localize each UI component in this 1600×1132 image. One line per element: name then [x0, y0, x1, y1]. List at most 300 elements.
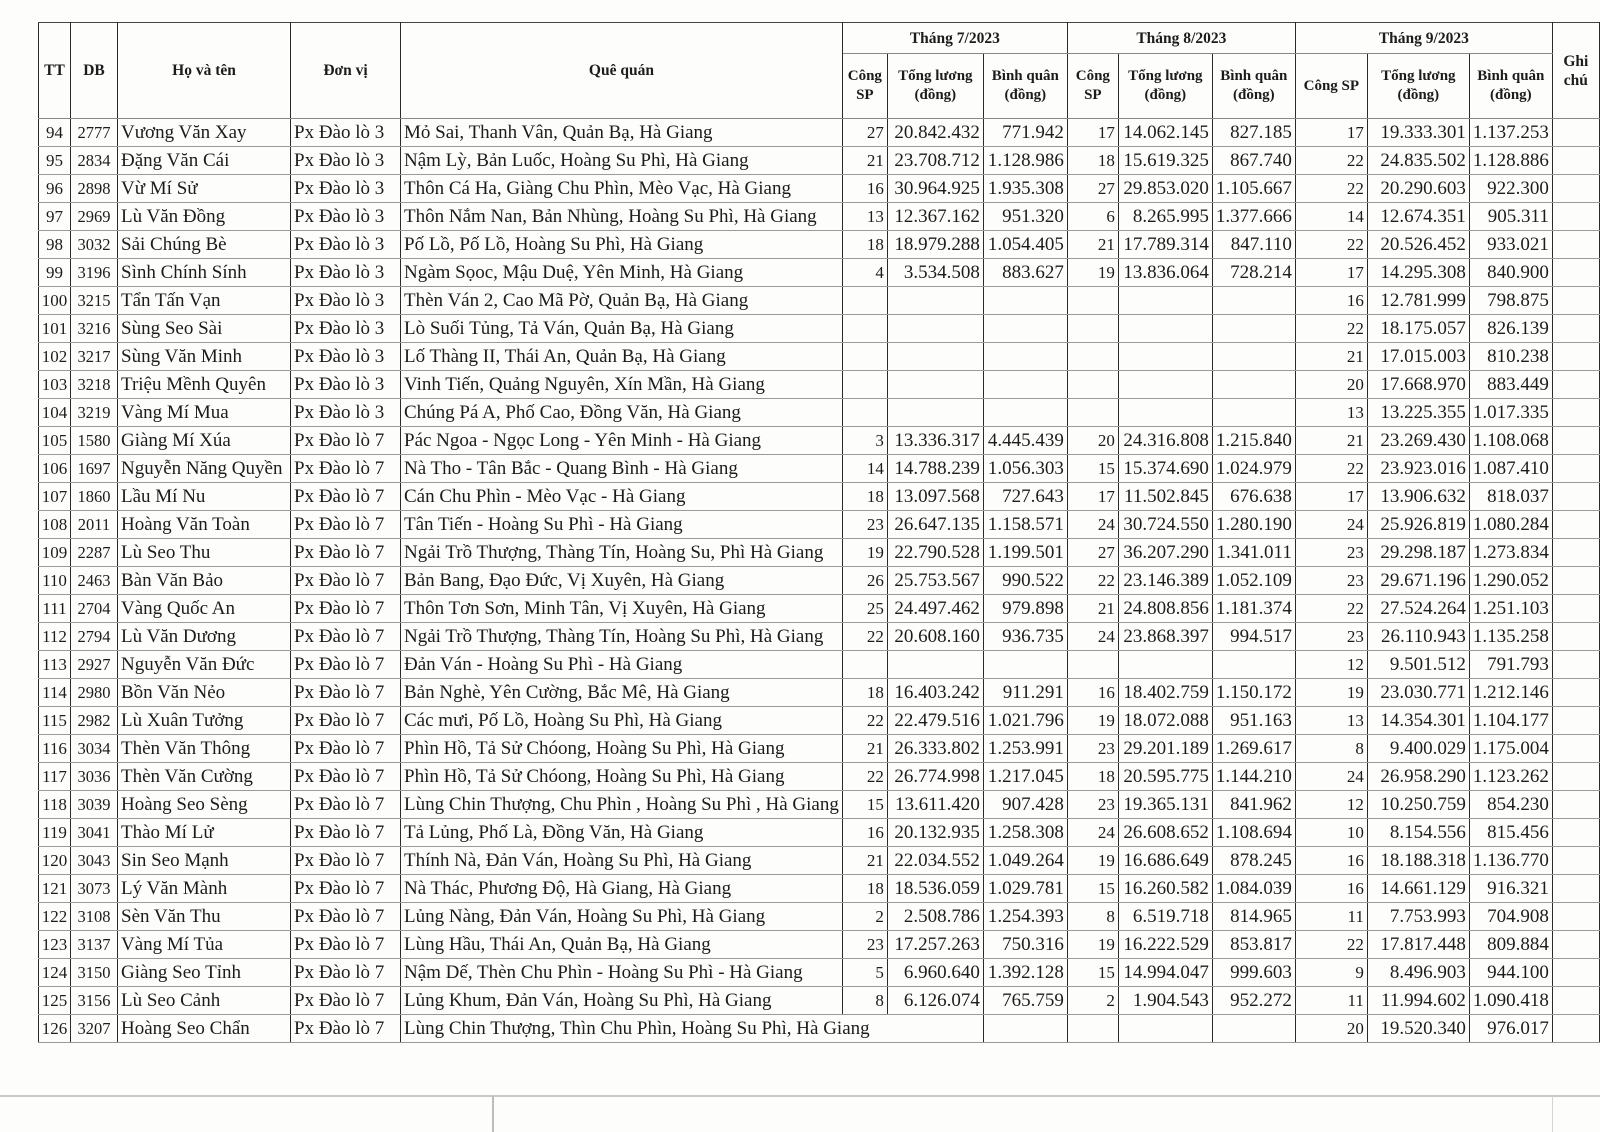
- cell-db: 3156: [71, 987, 118, 1015]
- cell-m8-binh-quan: 999.603: [1212, 959, 1295, 987]
- cell-db: 2980: [71, 679, 118, 707]
- cell-tt: 110: [39, 567, 71, 595]
- cell-m7-tong-luong: 22.790.528: [887, 539, 983, 567]
- cell-m9-binh-quan: 922.300: [1469, 175, 1552, 203]
- cell-note: [1552, 231, 1599, 259]
- cell-m9-cong-sp: 22: [1295, 175, 1367, 203]
- cell-m7-binh-quan: 911.291: [983, 679, 1067, 707]
- cell-hometown: Các mưi, Pố Lồ, Hoàng Su Phì, Hà Giang: [401, 707, 843, 735]
- cell-note: [1552, 259, 1599, 287]
- cell-m8-cong-sp: 16: [1067, 679, 1118, 707]
- table-row: [39, 427, 1600, 455]
- cell-m7-binh-quan: 979.898: [983, 595, 1067, 623]
- table-header: [39, 23, 1600, 119]
- cell-m7-tong-luong: 16.403.242: [887, 679, 983, 707]
- cell-unit: Px Đào lò 7: [291, 819, 401, 847]
- cell-name: Lù Seo Cảnh: [118, 987, 291, 1015]
- cell-note: [1552, 847, 1599, 875]
- cell-tt: 95: [39, 147, 71, 175]
- cell-m9-cong-sp: 23: [1295, 567, 1367, 595]
- cell-m7-binh-quan: 750.316: [983, 931, 1067, 959]
- cell-tt: 101: [39, 315, 71, 343]
- cell-db: 3150: [71, 959, 118, 987]
- cell-m9-tong-luong: 23.269.430: [1367, 427, 1469, 455]
- table-row: [39, 231, 1600, 259]
- cell-tt: 114: [39, 679, 71, 707]
- cell-m7-binh-quan: 990.522: [983, 567, 1067, 595]
- cell-note: [1552, 483, 1599, 511]
- cell-note: [1552, 427, 1599, 455]
- table-row: [39, 679, 1600, 707]
- cell-db: 3217: [71, 343, 118, 371]
- cell-m9-binh-quan: 1.128.886: [1469, 147, 1552, 175]
- cell-unit: Px Đào lò 7: [291, 679, 401, 707]
- cell-m9-binh-quan: 704.908: [1469, 903, 1552, 931]
- cell-name: Triệu Mềnh Quyên: [118, 371, 291, 399]
- table-row: [39, 707, 1600, 735]
- cell-m7-binh-quan: 883.627: [983, 259, 1067, 287]
- cell-tt: 123: [39, 931, 71, 959]
- cell-tt: 102: [39, 343, 71, 371]
- cell-tt: 104: [39, 399, 71, 427]
- cell-m9-cong-sp: 24: [1295, 511, 1367, 539]
- table-row: [39, 119, 1600, 147]
- cell-name: Sùng Seo Sài: [118, 315, 291, 343]
- cell-m8-binh-quan: [1212, 315, 1295, 343]
- cell-unit: Px Đào lò 3: [291, 315, 401, 343]
- cell-m7-binh-quan: 1.258.308: [983, 819, 1067, 847]
- cell-m9-tong-luong: 14.661.129: [1367, 875, 1469, 903]
- header-month-9: Tháng 9/2023: [1295, 23, 1552, 54]
- cell-m7-tong-luong: 13.097.568: [887, 483, 983, 511]
- cell-m8-binh-quan: [1212, 287, 1295, 315]
- cell-m8-binh-quan: 1.052.109: [1212, 567, 1295, 595]
- cell-m8-cong-sp: 27: [1067, 539, 1118, 567]
- cell-m7-binh-quan: 1.158.571: [983, 511, 1067, 539]
- table-row: [39, 735, 1600, 763]
- cell-tt: 113: [39, 651, 71, 679]
- cell-m8-binh-quan: [1212, 343, 1295, 371]
- cell-m8-binh-quan: 676.638: [1212, 483, 1295, 511]
- cell-m8-binh-quan: 867.740: [1212, 147, 1295, 175]
- cell-m7-binh-quan: 1.254.393: [983, 903, 1067, 931]
- cell-m8-cong-sp: 19: [1067, 847, 1118, 875]
- table-row: [39, 1015, 1600, 1043]
- cell-m7-tong-luong: 18.979.288: [887, 231, 983, 259]
- cell-m7-binh-quan: [983, 315, 1067, 343]
- cell-hometown: Lùng Chin Thượng, Thìn Chu Phìn, Hoàng Su Phì, Hà Giang: [401, 1015, 984, 1043]
- cell-m9-binh-quan: 826.139: [1469, 315, 1552, 343]
- cell-m8-binh-quan: 1.150.172: [1212, 679, 1295, 707]
- cell-m7-cong-sp: 4: [842, 259, 887, 287]
- cell-note: [1552, 119, 1599, 147]
- cell-m9-binh-quan: 1.290.052: [1469, 567, 1552, 595]
- cell-m8-binh-quan: 847.110: [1212, 231, 1295, 259]
- header-m7-binh-quan: Bình quân (đồng): [983, 54, 1067, 119]
- cell-m7-tong-luong: 12.367.162: [887, 203, 983, 231]
- header-name: Họ và tên: [118, 23, 291, 119]
- cell-unit: Px Đào lò 7: [291, 651, 401, 679]
- header-month-8: Tháng 8/2023: [1067, 23, 1295, 54]
- cell-db: 2011: [71, 511, 118, 539]
- cell-note: [1552, 623, 1599, 651]
- cell-tt: 96: [39, 175, 71, 203]
- cell-m9-tong-luong: 10.250.759: [1367, 791, 1469, 819]
- cell-m7-binh-quan: 771.942: [983, 119, 1067, 147]
- cell-note: [1552, 735, 1599, 763]
- cell-m9-tong-luong: 18.188.318: [1367, 847, 1469, 875]
- cell-name: Hoàng Văn Toàn: [118, 511, 291, 539]
- cell-hometown: Lò Suối Tủng, Tả Ván, Quản Bạ, Hà Giang: [401, 315, 843, 343]
- cell-m7-tong-luong: 6.960.640: [887, 959, 983, 987]
- cell-db: 3216: [71, 315, 118, 343]
- cell-tt: 106: [39, 455, 71, 483]
- cell-m9-cong-sp: 23: [1295, 539, 1367, 567]
- cell-tt: 97: [39, 203, 71, 231]
- cell-m9-binh-quan: 810.238: [1469, 343, 1552, 371]
- table-row: [39, 595, 1600, 623]
- cell-m8-tong-luong: 14.062.145: [1118, 119, 1212, 147]
- cell-m8-tong-luong: 36.207.290: [1118, 539, 1212, 567]
- table-row: [39, 455, 1600, 483]
- cell-m9-tong-luong: 26.958.290: [1367, 763, 1469, 791]
- cell-db: 3043: [71, 847, 118, 875]
- cell-m9-binh-quan: 1.123.262: [1469, 763, 1552, 791]
- cell-unit: Px Đào lò 7: [291, 735, 401, 763]
- cell-m7-tong-luong: [887, 343, 983, 371]
- table-row: [39, 511, 1600, 539]
- cell-m9-binh-quan: 916.321: [1469, 875, 1552, 903]
- cell-m7-binh-quan: [983, 371, 1067, 399]
- cell-unit: Px Đào lò 3: [291, 371, 401, 399]
- cell-m9-cong-sp: 21: [1295, 343, 1367, 371]
- cell-m8-tong-luong: 18.072.088: [1118, 707, 1212, 735]
- cell-unit: Px Đào lò 7: [291, 931, 401, 959]
- cell-tt: 94: [39, 119, 71, 147]
- cell-name: Sình Chính Sính: [118, 259, 291, 287]
- cell-tt: 117: [39, 763, 71, 791]
- cell-m8-tong-luong: 30.724.550: [1118, 511, 1212, 539]
- cell-m8-cong-sp: 17: [1067, 119, 1118, 147]
- page-edge-tick: [1552, 1096, 1553, 1132]
- cell-m8-cong-sp: 21: [1067, 231, 1118, 259]
- cell-m9-tong-luong: 12.781.999: [1367, 287, 1469, 315]
- cell-hometown: Chúng Pá A, Phố Cao, Đồng Văn, Hà Giang: [401, 399, 843, 427]
- cell-note: [1552, 371, 1599, 399]
- cell-hometown: Nà Tho - Tân Bắc - Quang Bình - Hà Giang: [401, 455, 843, 483]
- cell-m8-cong-sp: 15: [1067, 875, 1118, 903]
- cell-m7-binh-quan: 1.217.045: [983, 763, 1067, 791]
- cell-hometown: Thôn Tơn Sơn, Minh Tân, Vị Xuyên, Hà Giang: [401, 595, 843, 623]
- cell-m7-cong-sp: 21: [842, 735, 887, 763]
- cell-m8-binh-quan: 728.214: [1212, 259, 1295, 287]
- cell-m8-binh-quan: 1.269.617: [1212, 735, 1295, 763]
- cell-db: 3137: [71, 931, 118, 959]
- cell-note: [1552, 315, 1599, 343]
- cell-m9-binh-quan: 854.230: [1469, 791, 1552, 819]
- cell-unit: Px Đào lò 3: [291, 203, 401, 231]
- cell-tt: 126: [39, 1015, 71, 1043]
- cell-m7-cong-sp: 23: [842, 931, 887, 959]
- cell-m9-binh-quan: 818.037: [1469, 483, 1552, 511]
- cell-m9-cong-sp: 8: [1295, 735, 1367, 763]
- cell-name: Lầu Mí Nu: [118, 483, 291, 511]
- cell-tt: 119: [39, 819, 71, 847]
- header-m9-binh-quan: Bình quân (đồng): [1469, 54, 1552, 119]
- cell-m8-binh-quan: 1.144.210: [1212, 763, 1295, 791]
- cell-name: Nguyễn Văn Đức: [118, 651, 291, 679]
- cell-m7-cong-sp: [842, 399, 887, 427]
- cell-tt: 116: [39, 735, 71, 763]
- cell-unit: Px Đào lò 7: [291, 707, 401, 735]
- table-row: [39, 539, 1600, 567]
- cell-m9-cong-sp: 16: [1295, 875, 1367, 903]
- table-row: [39, 315, 1600, 343]
- cell-m8-cong-sp: 21: [1067, 595, 1118, 623]
- cell-m9-cong-sp: 13: [1295, 707, 1367, 735]
- cell-hometown: Bản Nghè, Yên Cường, Bắc Mê, Hà Giang: [401, 679, 843, 707]
- cell-unit: Px Đào lò 7: [291, 1015, 401, 1043]
- cell-m8-binh-quan: 827.185: [1212, 119, 1295, 147]
- cell-m9-binh-quan: 1.175.004: [1469, 735, 1552, 763]
- cell-note: [1552, 539, 1599, 567]
- cell-m9-tong-luong: 18.175.057: [1367, 315, 1469, 343]
- cell-m9-cong-sp: 14: [1295, 203, 1367, 231]
- cell-m8-cong-sp: 27: [1067, 175, 1118, 203]
- cell-unit: Px Đào lò 3: [291, 231, 401, 259]
- cell-hometown: Thôn Cá Ha, Giàng Chu Phìn, Mèo Vạc, Hà Giang: [401, 175, 843, 203]
- cell-m7-binh-quan: 936.735: [983, 623, 1067, 651]
- cell-unit: Px Đào lò 3: [291, 399, 401, 427]
- header-db: DB: [71, 23, 118, 119]
- cell-m8-binh-quan: 1.181.374: [1212, 595, 1295, 623]
- cell-m7-tong-luong: 22.479.516: [887, 707, 983, 735]
- cell-m9-tong-luong: 11.994.602: [1367, 987, 1469, 1015]
- cell-name: Bồn Văn Nẻo: [118, 679, 291, 707]
- cell-tt: 125: [39, 987, 71, 1015]
- cell-m7-tong-luong: 26.333.802: [887, 735, 983, 763]
- cell-m9-binh-quan: 1.137.253: [1469, 119, 1552, 147]
- table-row: [39, 147, 1600, 175]
- cell-tt: 109: [39, 539, 71, 567]
- cell-m8-tong-luong: 18.402.759: [1118, 679, 1212, 707]
- cell-tt: 115: [39, 707, 71, 735]
- cell-note: [1552, 595, 1599, 623]
- cell-m8-binh-quan: 1.108.694: [1212, 819, 1295, 847]
- cell-m7-cong-sp: 18: [842, 679, 887, 707]
- cell-hometown: Thính Nà, Đản Ván, Hoàng Su Phì, Hà Giang: [401, 847, 843, 875]
- cell-m9-binh-quan: 1.080.284: [1469, 511, 1552, 539]
- cell-name: Thèn Văn Thông: [118, 735, 291, 763]
- cell-unit: Px Đào lò 7: [291, 903, 401, 931]
- cell-m8-tong-luong: 26.608.652: [1118, 819, 1212, 847]
- cell-db: 3219: [71, 399, 118, 427]
- header-tt: TT: [39, 23, 71, 119]
- cell-m9-cong-sp: 22: [1295, 231, 1367, 259]
- cell-m7-binh-quan: 1.935.308: [983, 175, 1067, 203]
- table-row: [39, 847, 1600, 875]
- cell-db: 2463: [71, 567, 118, 595]
- cell-m7-cong-sp: 22: [842, 623, 887, 651]
- cell-m7-cong-sp: [842, 343, 887, 371]
- cell-m7-cong-sp: 16: [842, 819, 887, 847]
- cell-unit: Px Đào lò 3: [291, 259, 401, 287]
- cell-note: [1552, 763, 1599, 791]
- table-row: [39, 483, 1600, 511]
- cell-unit: Px Đào lò 7: [291, 567, 401, 595]
- table-row: [39, 763, 1600, 791]
- cell-m8-binh-quan: 1.084.039: [1212, 875, 1295, 903]
- cell-hometown: Phìn Hồ, Tả Sử Chóong, Hoàng Su Phì, Hà Giang: [401, 735, 843, 763]
- table-body: [39, 119, 1600, 1043]
- cell-db: 3218: [71, 371, 118, 399]
- cell-m7-cong-sp: 22: [842, 707, 887, 735]
- cell-name: Hoàng Seo Chẩn: [118, 1015, 291, 1043]
- table-row: [39, 959, 1600, 987]
- cell-m7-binh-quan: 727.643: [983, 483, 1067, 511]
- cell-m7-binh-quan: 1.054.405: [983, 231, 1067, 259]
- cell-hometown: Thèn Ván 2, Cao Mã Pờ, Quản Bạ, Hà Giang: [401, 287, 843, 315]
- cell-hometown: Tân Tiến - Hoàng Su Phì - Hà Giang: [401, 511, 843, 539]
- cell-m8-tong-luong: 20.595.775: [1118, 763, 1212, 791]
- header-hometown: Quê quán: [401, 23, 843, 119]
- cell-m9-cong-sp: 21: [1295, 427, 1367, 455]
- table-row: [39, 903, 1600, 931]
- cell-m8-tong-luong: [1118, 315, 1212, 343]
- cell-m8-cong-sp: 17: [1067, 483, 1118, 511]
- cell-note: [1552, 875, 1599, 903]
- cell-m9-tong-luong: 27.524.264: [1367, 595, 1469, 623]
- table-row: [39, 343, 1600, 371]
- cell-name: Tẩn Tấn Vạn: [118, 287, 291, 315]
- cell-note: [1552, 819, 1599, 847]
- cell-m9-tong-luong: 24.835.502: [1367, 147, 1469, 175]
- cell-m8-tong-luong: 15.374.690: [1118, 455, 1212, 483]
- cell-unit: Px Đào lò 7: [291, 455, 401, 483]
- cell-hometown: Thôn Nắm Nan, Bản Nhùng, Hoàng Su Phì, Hà Giang: [401, 203, 843, 231]
- cell-m8-tong-luong: 6.519.718: [1118, 903, 1212, 931]
- cell-tt: 118: [39, 791, 71, 819]
- cell-m9-cong-sp: 24: [1295, 763, 1367, 791]
- cell-m8-cong-sp: 22: [1067, 567, 1118, 595]
- cell-m7-tong-luong: 25.753.567: [887, 567, 983, 595]
- cell-note: [1552, 399, 1599, 427]
- cell-db: 3215: [71, 287, 118, 315]
- table-row: [39, 371, 1600, 399]
- cell-m9-tong-luong: 25.926.819: [1367, 511, 1469, 539]
- cell-hometown: Lủng Khum, Đản Ván, Hoàng Su Phì, Hà Giang: [401, 987, 843, 1015]
- cell-m9-cong-sp: 20: [1295, 1015, 1367, 1043]
- cell-m9-binh-quan: 798.875: [1469, 287, 1552, 315]
- cell-tt: 108: [39, 511, 71, 539]
- cell-m8-cong-sp: [1067, 343, 1118, 371]
- cell-note: [1552, 511, 1599, 539]
- cell-hometown: Ngàm Sọoc, Mậu Duệ, Yên Minh, Hà Giang: [401, 259, 843, 287]
- cell-m7-binh-quan: [983, 399, 1067, 427]
- cell-db: 2982: [71, 707, 118, 735]
- cell-name: Giàng Seo Tỉnh: [118, 959, 291, 987]
- cell-m7-binh-quan: 1.029.781: [983, 875, 1067, 903]
- cell-m8-tong-luong: 24.316.808: [1118, 427, 1212, 455]
- cell-unit: Px Đào lò 7: [291, 987, 401, 1015]
- cell-name: Vừ Mí Sử: [118, 175, 291, 203]
- cell-m9-cong-sp: 11: [1295, 987, 1367, 1015]
- cell-m7-tong-luong: 23.708.712: [887, 147, 983, 175]
- cell-m7-tong-luong: 3.534.508: [887, 259, 983, 287]
- cell-m7-binh-quan: [983, 287, 1067, 315]
- cell-m8-cong-sp: [1067, 399, 1118, 427]
- cell-m8-binh-quan: 951.163: [1212, 707, 1295, 735]
- cell-db: 3207: [71, 1015, 118, 1043]
- cell-m7-binh-quan: 1.049.264: [983, 847, 1067, 875]
- cell-m8-binh-quan: 878.245: [1212, 847, 1295, 875]
- cell-tt: 105: [39, 427, 71, 455]
- cell-hometown: Bản Bang, Đạo Đức, Vị Xuyên, Hà Giang: [401, 567, 843, 595]
- cell-m8-binh-quan: 1.280.190: [1212, 511, 1295, 539]
- cell-m7-cong-sp: 22: [842, 763, 887, 791]
- cell-m9-cong-sp: 19: [1295, 679, 1367, 707]
- cell-m7-cong-sp: [842, 651, 887, 679]
- cell-m9-binh-quan: 1.212.146: [1469, 679, 1552, 707]
- cell-name: Đặng Văn Cái: [118, 147, 291, 175]
- cell-hometown: Phìn Hồ, Tả Sử Chóong, Hoàng Su Phì, Hà Giang: [401, 763, 843, 791]
- header-m9-cong-sp: Công SP: [1295, 54, 1367, 119]
- cell-tt: 120: [39, 847, 71, 875]
- cell-m7-binh-quan: 4.445.439: [983, 427, 1067, 455]
- cell-m8-cong-sp: [1067, 1015, 1118, 1043]
- cell-m9-cong-sp: 12: [1295, 791, 1367, 819]
- cell-unit: Px Đào lò 7: [291, 847, 401, 875]
- cell-m7-binh-quan: 1.128.986: [983, 147, 1067, 175]
- cell-m9-binh-quan: 1.087.410: [1469, 455, 1552, 483]
- cell-m8-tong-luong: [1118, 287, 1212, 315]
- cell-m9-tong-luong: 29.298.187: [1367, 539, 1469, 567]
- page-edge-tick: [492, 1096, 494, 1132]
- cell-m8-tong-luong: 15.619.325: [1118, 147, 1212, 175]
- cell-m9-tong-luong: 20.526.452: [1367, 231, 1469, 259]
- cell-name: Thèn Văn Cường: [118, 763, 291, 791]
- cell-note: [1552, 651, 1599, 679]
- cell-m8-cong-sp: [1067, 651, 1118, 679]
- payroll-table-sheet: [38, 22, 1600, 1043]
- cell-note: [1552, 679, 1599, 707]
- cell-m7-tong-luong: 22.034.552: [887, 847, 983, 875]
- cell-hometown: Pác Ngoa - Ngọc Long - Yên Minh - Hà Giang: [401, 427, 843, 455]
- cell-m9-cong-sp: 11: [1295, 903, 1367, 931]
- cell-unit: Px Đào lò 7: [291, 595, 401, 623]
- cell-m8-cong-sp: 18: [1067, 147, 1118, 175]
- cell-hometown: Nà Thác, Phương Độ, Hà Giang, Hà Giang: [401, 875, 843, 903]
- cell-unit: Px Đào lò 7: [291, 539, 401, 567]
- cell-m8-cong-sp: 19: [1067, 707, 1118, 735]
- cell-name: Vàng Mí Tủa: [118, 931, 291, 959]
- cell-m9-binh-quan: 815.456: [1469, 819, 1552, 847]
- cell-m9-tong-luong: 19.520.340: [1367, 1015, 1469, 1043]
- cell-m7-cong-sp: 3: [842, 427, 887, 455]
- table-row: [39, 175, 1600, 203]
- cell-m7-tong-luong: [887, 651, 983, 679]
- cell-m7-tong-luong: 20.132.935: [887, 819, 983, 847]
- cell-m9-binh-quan: 1.108.068: [1469, 427, 1552, 455]
- cell-note: [1552, 931, 1599, 959]
- cell-unit: Px Đào lò 7: [291, 511, 401, 539]
- cell-m9-cong-sp: 17: [1295, 119, 1367, 147]
- cell-m8-tong-luong: [1118, 371, 1212, 399]
- cell-tt: 121: [39, 875, 71, 903]
- cell-m9-cong-sp: 22: [1295, 595, 1367, 623]
- cell-m7-tong-luong: 26.647.135: [887, 511, 983, 539]
- cell-m9-tong-luong: 26.110.943: [1367, 623, 1469, 651]
